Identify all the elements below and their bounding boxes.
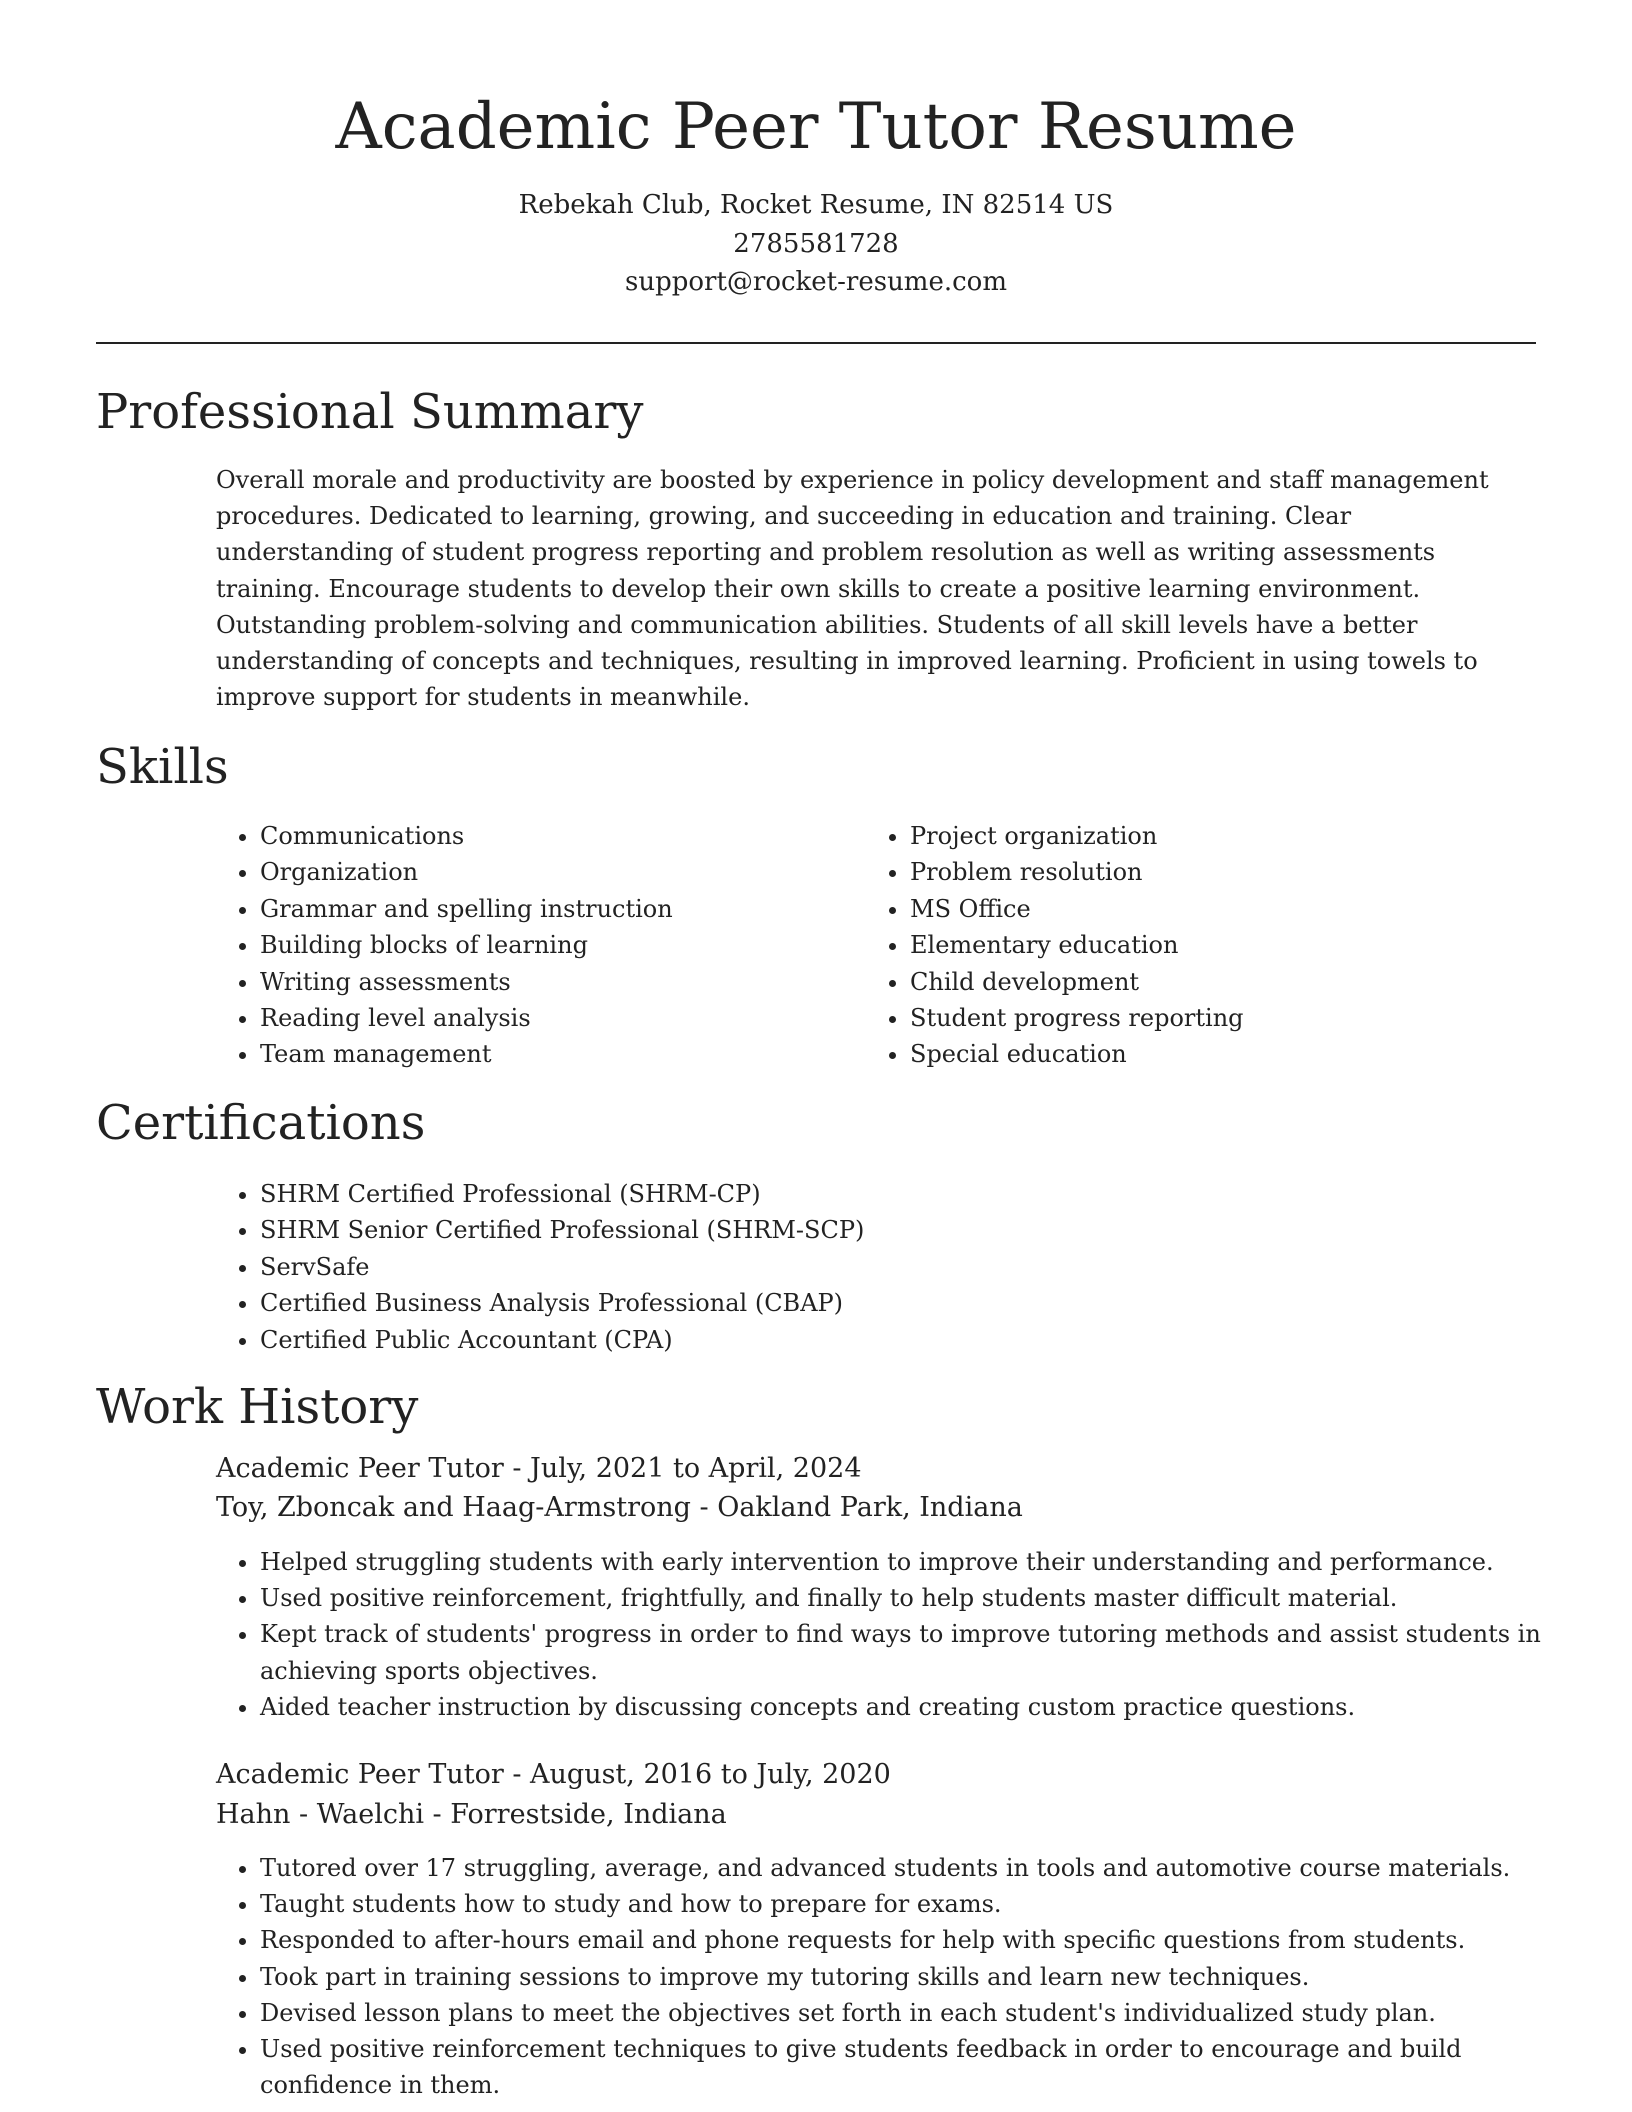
job-bullet: • Helped struggling students with early intervention to improve their understanding and performance. (260, 1544, 1580, 1580)
skill-item: • Building blocks of learning (260, 927, 880, 963)
certification-item: • Certified Business Analysis Professional (CBAP) (260, 1285, 1560, 1321)
header-divider (96, 342, 1536, 344)
skill-item: • Project organization (910, 818, 1530, 854)
contact-email: support@rocket-resume.com (624, 267, 1007, 297)
skill-item: • Child development (910, 964, 1530, 1000)
job-1-bullets (216, 1544, 1580, 1725)
section-title-certifications: Certifications (96, 1095, 426, 1151)
skill-item: • Special education (910, 1036, 1530, 1072)
certifications-list (216, 1176, 1560, 1358)
skill-item: • Communications (260, 818, 880, 854)
job-bullet: • Devised lesson plans to meet the objectives set forth in each student's individualized study plan. (260, 1995, 1580, 2031)
certification-item: • SHRM Senior Certified Professional (SHRM-SCP) (260, 1212, 1560, 1248)
certification-item: • Certified Public Accountant (CPA) (260, 1322, 1560, 1358)
job-bullet: • Tutored over 17 struggling, average, and advanced students in tools and automotive course materials. (260, 1850, 1580, 1886)
job-2-bullets (216, 1850, 1580, 2103)
professional-summary-text: Overall morale and productivity are boosted by experience in policy development and staff management procedures. Dedicated to learning, growing, and succeeding in education and training. Clear understanding of student progress reporting and problem resolution as well as writing assessments training. Encourage students to develop their own skills to create a positive learning environment. Outstanding problem-solving and communication abilities. Students of all skill levels have a better understanding of concepts and techniques, resulting in improved learning. Proficient in using towels to improve support for students in meanwhile. (216, 466, 1489, 712)
certification-item: • SHRM Certified Professional (SHRM-CP) (260, 1176, 1560, 1212)
job-1-title-line: Academic Peer Tutor - July, 2021 to April, 2024 (216, 1453, 862, 1484)
job-bullet: • Responded to after-hours email and phone requests for help with specific questions from students. (260, 1922, 1580, 1958)
job-2-title-line: Academic Peer Tutor - August, 2016 to July, 2020 (216, 1759, 891, 1790)
skill-item: • Team management (260, 1036, 880, 1072)
job-bullet: • Taught students how to study and how to prepare for exams. (260, 1886, 1580, 1922)
skills-list-right (866, 818, 1530, 1073)
skills-list-left (216, 818, 880, 1073)
skill-item: • Writing assessments (260, 964, 880, 1000)
resume-header (96, 82, 1536, 302)
certification-item: • ServSafe (260, 1249, 1560, 1285)
job-1-company-line: Toy, Zboncak and Haag-Armstrong - Oakland Park, Indiana (216, 1492, 1023, 1523)
skill-item: • Problem resolution (910, 854, 1530, 890)
job-bullet: • Used positive reinforcement, frightfully, and finally to help students master difficult material. (260, 1580, 1580, 1616)
skill-item: • Student progress reporting (910, 1000, 1530, 1036)
contact-info (96, 186, 1536, 302)
resume-title: Academic Peer Tutor Resume (335, 90, 1297, 164)
job-bullet: • Aided teacher instruction by discussing concepts and creating custom practice questions. (260, 1689, 1580, 1725)
job-bullet: • Kept track of students' progress in order to find ways to improve tutoring methods and assist students in achieving sports objectives. (260, 1616, 1580, 1688)
skill-item: • Grammar and spelling instruction (260, 891, 880, 927)
skill-item: • Organization (260, 854, 880, 890)
skill-item: • Reading level analysis (260, 1000, 880, 1036)
job-bullet: • Used positive reinforcement techniques to give students feedback in order to encourage and build confidence in them. (260, 2031, 1580, 2103)
section-title-work-history: Work History (96, 1379, 419, 1435)
skill-item: • Elementary education (910, 927, 1530, 963)
contact-address: Rebekah Club, Rocket Resume, IN 82514 US (518, 190, 1114, 220)
skill-item: • MS Office (910, 891, 1530, 927)
contact-phone: 2785581728 (733, 228, 899, 259)
section-title-professional-summary: Professional Summary (96, 384, 644, 440)
section-title-skills: Skills (96, 739, 229, 795)
job-2-company-line: Hahn - Waelchi - Forrestside, Indiana (216, 1799, 727, 1830)
job-bullet: • Took part in training sessions to improve my tutoring skills and learn new techniques. (260, 1959, 1580, 1995)
